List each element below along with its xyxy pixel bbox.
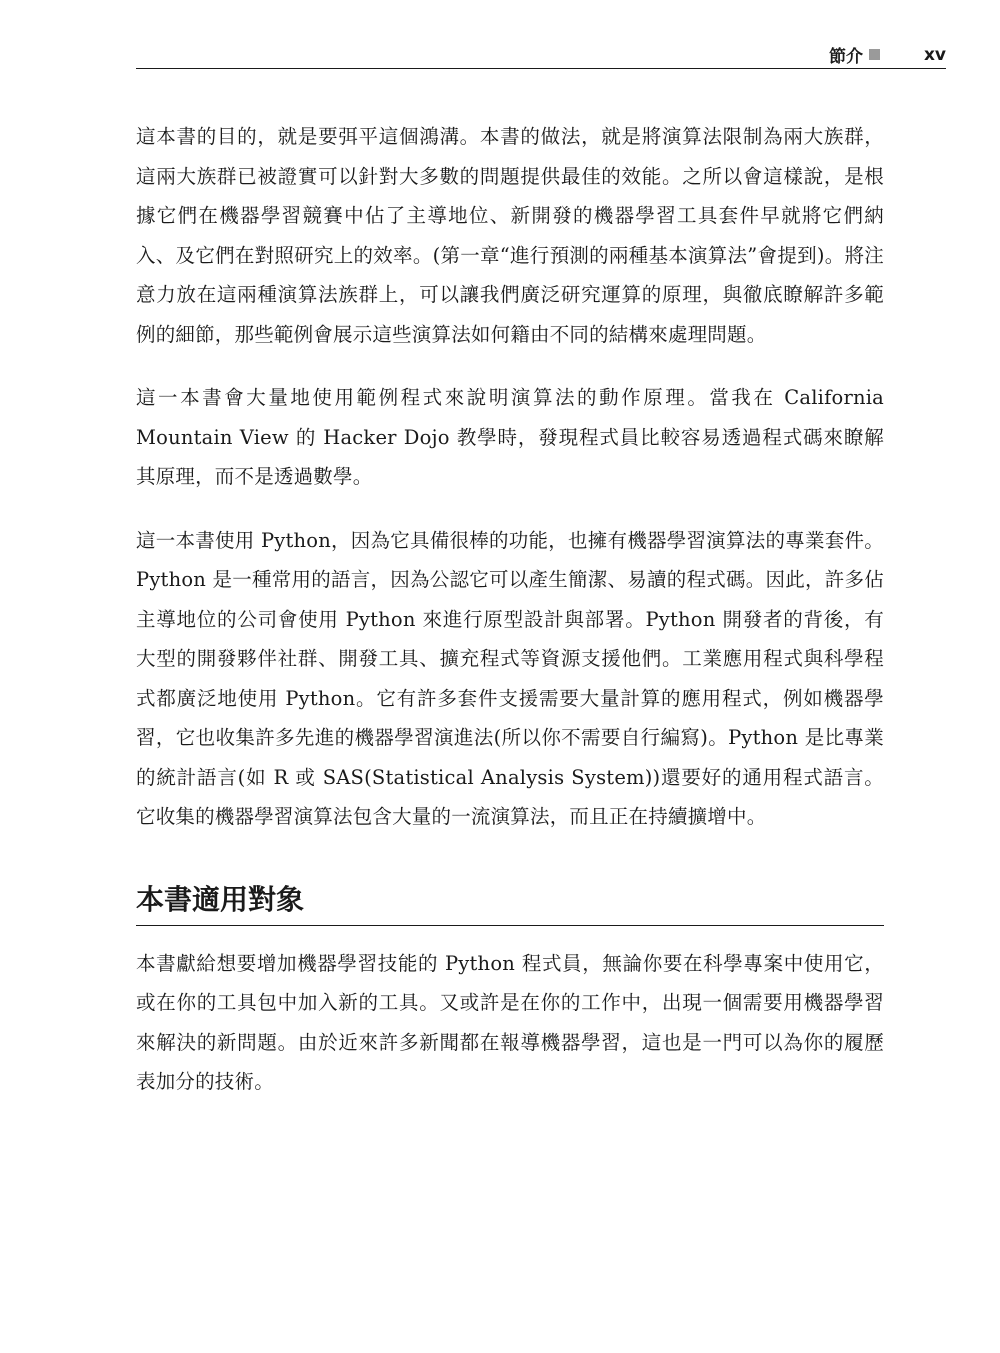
paragraph-2: 這一本書會大量地使用範例程式來說明演算法的動作原理。當我在 California Mountain View 的 Hacker Dojo 教學時，發現程式員比較容易透過程式碼來瞭解其原理，而不是透過數學。: [136, 386, 884, 488]
paragraph-1: 這本書的目的，就是要弭平這個鴻溝。本書的做法，就是將演算法限制為兩大族群，這兩大族群已被證實可以針對大多數的問題提供最佳的效能。之所以會這樣說，是根據它們在機器學習競賽中佔了主導地位、新開發的機器學習工具套件早就將它們納入、及它們在對照研究上的效率。(第一章“進行預測的兩種基本演算法”會提到)。將注意力放在這兩種演算法族群上，可以讓我們廣泛研究運算的原理，與徹底瞭解許多範例的細節，那些範例會展示這些演算法如何籍由不同的結構來處理問題。: [136, 125, 884, 346]
paragraph-3: 這一本書使用 Python，因為它具備很棒的功能，也擁有機器學習演算法的專業套件。Python 是一種常用的語言，因為公認它可以產生簡潔、易讀的程式碼。因此，許多佔主導地位的公司會使用 Python 來進行原型設計與部署。Python 開發者的背後，有大型的開發夥伴社群、開發工具、擴充程式等資源支援他們。工業應用程式與科學程式都廣泛地使用 Python。它有許多套件支援需要大量計算的應用程式，例如機器學習，它也收集許多先進的機器學習演進法(所以你不需要自行編寫)。Python 是比專業的統計語言(如 R 或 SAS(Statistical Analysis System))還要好的通用程式語言。它收集的機器學習演算法包含大量的一流演算法，而且正在持續擴增中。: [136, 528, 884, 828]
section-paragraph: 本書獻給想要增加機器學習技能的 Python 程式員，無論你要在科學專案中使用它，或在你的工具包中加入新的工具。又或許是在你的工作中，出現一個需要用機器學習來解決的新問題。由於近來許多新聞都在報導機器學習，這也是一門可以為你的履歷表加分的技術。: [136, 951, 884, 1093]
page-body: [136, 117, 884, 1126]
section-heading: 本書適用對象: [136, 883, 884, 926]
square-bullet-icon: [869, 49, 880, 60]
page-number: xv: [923, 44, 946, 65]
running-header: [136, 40, 946, 69]
header-section-title: 節介: [828, 47, 863, 67]
header-right: [829, 42, 946, 67]
